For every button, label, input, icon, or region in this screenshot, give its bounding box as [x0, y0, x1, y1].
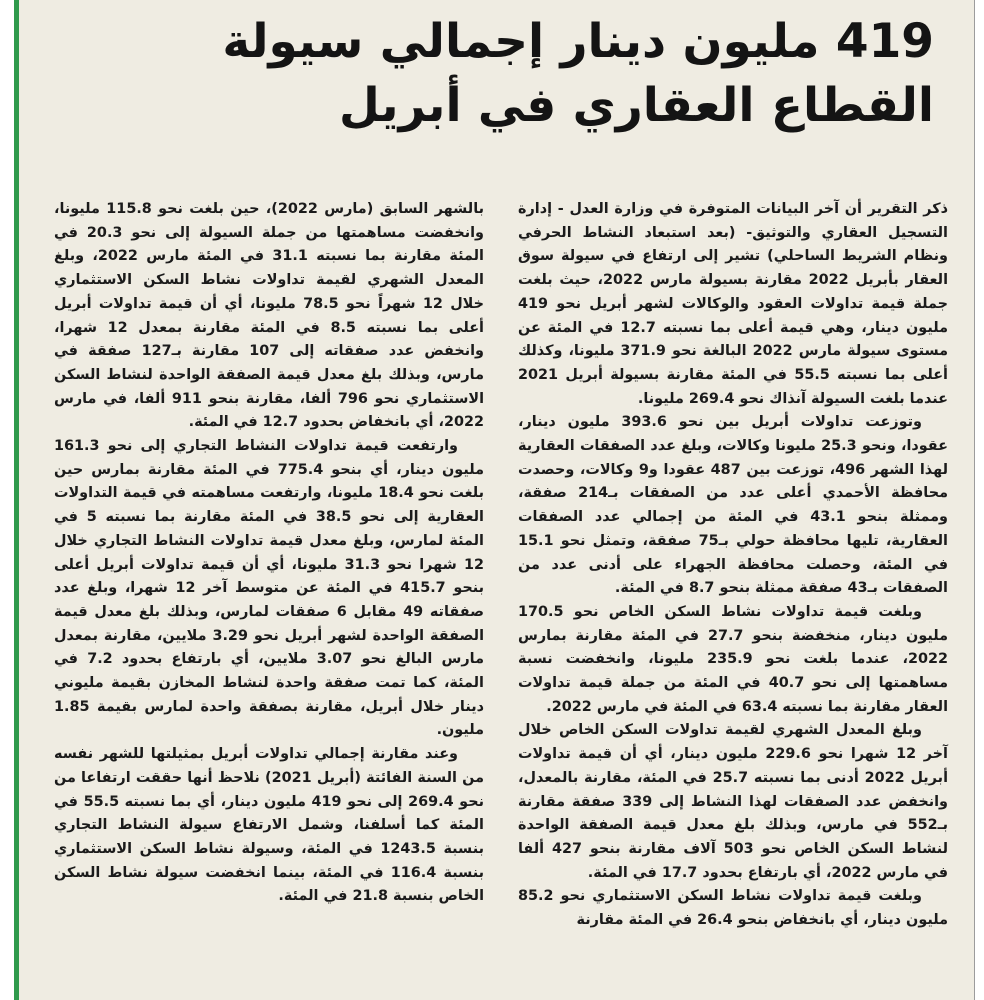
- paragraph: وتوزعت تداولات أبريل بين نحو 393.6 مليون دينار، عقودا، ونحو 25.3 مليونا وكالات، وبلغ عدد الصفقات العقارية لهذا الشهر 496، توزعت بين 487 عقودا و9 وكالات، وحصدت محافظة الأحمدي أعلى عدد من الصفقات بـ214 صفقة، وممثلة بنحو 43.1 في المئة من إجمالي عدد الصفقات العقارية، تليها محافظة حولي بـ75 صفقة، وتمثل نحو 15.1 في المئة، وحصلت محافظة الجهراء على أدنى عدد من الصفقات بـ43 صفقة ممثلة بنحو 8.7 في المئة.: [518, 414, 948, 597]
- paragraph: وبلغت قيمة تداولات نشاط السكن الخاص نحو 170.5 مليون دينار، منخفضة بنحو 27.7 في المئة مقارنة بمارس 2022، عندما بلغت نحو 235.9 مليونا، وانخفضت نسبة مساهمتها إلى نحو 40.7 في المئة من جملة قيمة تداولات العقار مقارنة بما نسبته 63.4 في المئة في مارس 2022.: [518, 603, 948, 715]
- article-column-right: [518, 198, 948, 933]
- article-headline: [54, 10, 934, 138]
- paragraph: وبلغت قيمة تداولات نشاط السكن الاستثماري نحو 85.2 مليون دينار، أي بانخفاض بنحو 26.4 في المئة مقارنة: [518, 888, 948, 929]
- green-edge-stripe: [14, 0, 19, 1000]
- headline-line-1: 419 مليون دينار إجمالي سيولة: [222, 14, 934, 69]
- page-right-border: [974, 0, 975, 1000]
- paragraph: وعند مقارنة إجمالي تداولات أبريل بمثيلتها للشهر نفسه من السنة الفائتة (أبريل 2021) نلاحظ أنها حققت ارتفاعا من نحو 269.4 إلى نحو 419 مليون دينار، أي بما نسبته 55.5 في المئة كما أسلفنا، وشمل الارتفاع سيولة النشاط التجاري بنسبة 1243.5 في المئة، وسيولة نشاط السكن الاستثماري بنسبة 116.4 في المئة، بينما انخفضت سيولة نشاط السكن الخاص بنسبة 21.8 في المئة.: [54, 746, 484, 905]
- paragraph: وارتفعت قيمة تداولات النشاط التجاري إلى نحو 161.3 مليون دينار، أي بنحو 775.4 في المئة مقارنة بمارس حين بلغت نحو 18.4 مليونا، وارتفعت مساهمته في قيمة التداولات العقارية إلى نحو 38.5 في المئة مقارنة بما نسبته 5 في المئة لمارس، وبلغ معدل قيمة تداولات النشاط التجاري خلال 12 شهرا نحو 31.3 مليونا، أي أن قيمة تداولات أبريل أعلى بنحو 415.7 في المئة عن متوسط آخر 12 شهرا، وبلغ عدد صفقاته 49 مقابل 6 صفقات لمارس، وبذلك بلغ معدل قيمة الصفقة الواحدة لشهر أبريل نحو 3.29 ملايين، مقارنة بمعدل مارس البالغ نحو 3.07 ملايين، أي بارتفاع بحدود 7.2 في المئة، كما تمت صفقة واحدة لنشاط المخازن بقيمة مليوني دينار خلال أبريل، مقارنة بصفقة واحدة لمارس بقيمة 1.85 مليون.: [54, 438, 484, 739]
- headline-line-2: القطاع العقاري في أبريل: [338, 78, 934, 133]
- paragraph: بالشهر السابق (مارس 2022)، حين بلغت نحو 115.8 مليونا، وانخفضت مساهمتها من جملة السيولة إلى نحو 20.3 في المئة مقارنة بما نسبته 31.1 في المئة مارس 2022، وبلغ المعدل الشهري لقيمة تداولات نشاط السكن الاستثماري خلال 12 شهراً نحو 78.5 مليونا، أي أن قيمة تداولات أبريل أعلى بما نسبته 8.5 في المئة مقارنة بمعدل 12 شهرا، وانخفض عدد صفقاته إلى 107 مقارنة بـ127 صفقة في مارس، وبذلك بلغ معدل قيمة الصفقة الواحدة لنشاط السكن الاستثماري نحو 796 ألفا، مقارنة بنحو 911 ألفا، في مارس 2022، أي بانخفاض بحدود 12.7 في المئة.: [54, 201, 484, 431]
- article-column-left: [54, 198, 484, 909]
- paragraph: وبلغ المعدل الشهري لقيمة تداولات السكن الخاص خلال آخر 12 شهرا نحو 229.6 مليون دينار، أي أن قيمة تداولات أبريل 2022 أدنى بما نسبته 25.7 في المئة، مقارنة بالمعدل، وانخفض عدد الصفقات لهذا النشاط إلى 339 صفقة مقارنة بـ552 في مارس، وبذلك بلغ معدل قيمة الصفقة الواحدة لنشاط السكن الخاص نحو 503 آلاف مقارنة بنحو 427 ألفا في مارس 2022، أي بارتفاع بحدود 17.7 في المئة.: [518, 722, 948, 881]
- paragraph: ذكر التقرير أن آخر البيانات المتوفرة في وزارة العدل - إدارة التسجيل العقاري والتوثيق- (بعد استبعاد النشاط الحرفي ونظام الشريط الساحلي) تشير إلى ارتفاع في سيولة سوق العقار بأبريل 2022 مقارنة بسيولة مارس 2022، حيث بلغت جملة قيمة تداولات العقود والوكالات لشهر أبريل نحو 419 مليون دينار، وهي قيمة أعلى بما نسبته 12.7 في المئة عن مستوى سيولة مارس 2022 البالغة نحو 371.9 مليونا، وكذلك أعلى بما نسبته 55.5 في المئة مقارنة بسيولة أبريل 2021 عندما بلغت السيولة آنذاك نحو 269.4 مليونا.: [518, 201, 949, 407]
